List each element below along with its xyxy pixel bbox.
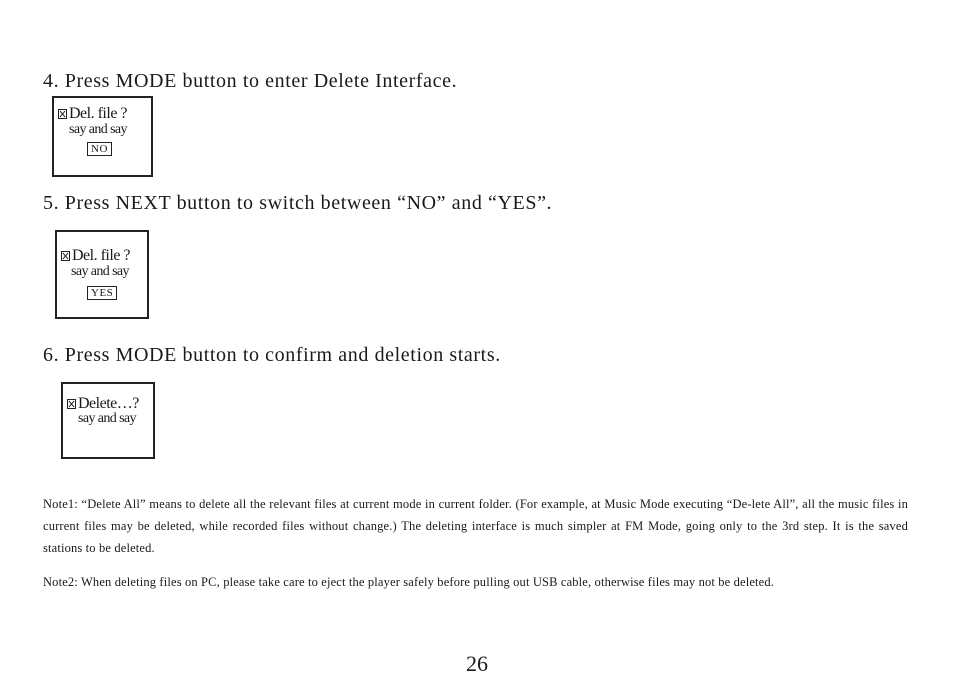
lcd-filename: say and say — [78, 411, 136, 426]
lcd-choice-yes: YES — [87, 286, 117, 300]
lcd-screen-delete-yes — [55, 230, 149, 319]
lcd-screen-deleting — [61, 382, 155, 459]
lcd-title: Del. file ? — [69, 105, 128, 122]
lcd-filename: say and say — [69, 122, 127, 137]
file-delete-icon — [58, 109, 67, 119]
file-delete-icon — [67, 399, 76, 409]
note-1: Note1: “Delete All” means to delete all the relevant files at current mode in current folder. (For example, at Music Mode executing “De-lete All”, all the music files in current files may be deleted, while recorded files without change.) The deleting interface is much simpler at FM Mode, going only to the 3rd step. It is the saved stations to be deleted. — [43, 497, 908, 555]
lcd-title: Delete…? — [78, 395, 139, 412]
step-4-instruction: 4. Press MODE button to enter Delete Interface. — [43, 70, 458, 92]
lcd-choice-no: NO — [87, 142, 112, 156]
lcd-screen-delete-no — [52, 96, 153, 177]
lcd-filename: say and say — [71, 264, 129, 279]
lcd-title: Del. file ? — [72, 247, 131, 264]
lcd-title-row — [61, 248, 130, 264]
lcd-title-row — [58, 106, 127, 122]
lcd-title-row — [67, 396, 139, 412]
file-delete-icon — [61, 251, 70, 261]
note-2: Note2: When deleting files on PC, please take care to eject the player safely before pulling out USB cable, otherwise files may not be deleted. — [43, 575, 775, 589]
page-number: 26 — [466, 651, 488, 676]
step-6-instruction: 6. Press MODE button to confirm and deletion starts. — [43, 344, 501, 366]
step-5-instruction: 5. Press NEXT button to switch between “NO” and “YES”. — [43, 192, 553, 214]
